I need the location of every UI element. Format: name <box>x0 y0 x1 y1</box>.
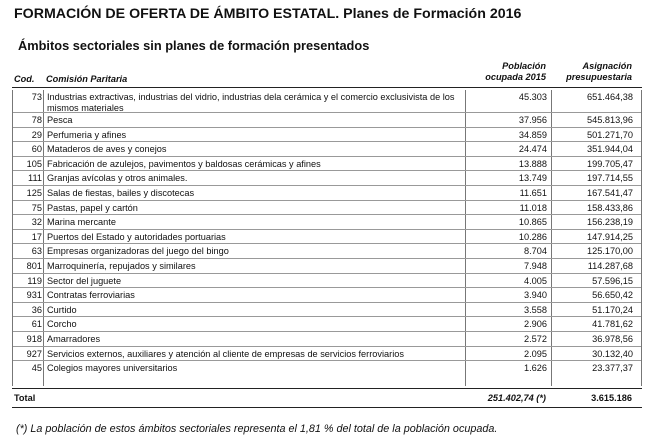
data-table <box>12 90 642 386</box>
header-asignacion-line1: Asignación <box>582 61 632 71</box>
row-cod: 105 <box>26 158 42 169</box>
row-cod: 931 <box>26 290 42 301</box>
row-cod: 125 <box>26 187 42 198</box>
row-comision: Marroquinería, repujados y similares <box>47 260 196 271</box>
row-asignacion: 545.813,96 <box>587 115 633 125</box>
row-cod: 17 <box>31 231 42 242</box>
total-asignacion: 3.615.186 <box>591 393 632 403</box>
row-asignacion: 199.705,47 <box>587 158 633 169</box>
row-cod: 75 <box>31 202 42 213</box>
table-row <box>13 90 641 113</box>
row-comision: Marina mercante <box>47 217 116 228</box>
row-comision: Pastas, papel y cartón <box>47 202 138 213</box>
row-comision: Industrias extractivas, industrias del vidrio, industrias dela cerámica y el comercio exclusivista de los mismos materiales <box>47 92 455 113</box>
row-asignacion: 158.433,86 <box>587 202 633 213</box>
row-comision: Corcho <box>47 319 77 330</box>
footnote: (*) La población de estos ámbitos sectoriales representa el 1,81 % del total de la población ocupada. <box>16 423 498 435</box>
row-poblacion: 3.558 <box>524 304 547 315</box>
row-poblacion: 2.572 <box>524 333 547 344</box>
table-row <box>13 171 641 186</box>
table-row <box>13 186 641 201</box>
row-asignacion: 197.714,55 <box>587 173 633 184</box>
header-cod: Cod. <box>14 74 35 84</box>
row-cod: 36 <box>31 304 42 315</box>
table-row <box>13 201 641 216</box>
table-row <box>13 128 641 143</box>
total-label: Total <box>14 393 36 403</box>
row-asignacion: 156.238,19 <box>587 217 633 228</box>
table-row <box>13 244 641 259</box>
row-asignacion: 56.650,42 <box>592 290 633 301</box>
row-cod: 111 <box>28 173 42 184</box>
row-comision: Empresas organizadoras del juego del bingo <box>47 246 229 257</box>
table-subtitle: Ámbitos sectoriales sin planes de formación presentados <box>18 38 370 53</box>
row-poblacion: 11.651 <box>519 187 547 198</box>
row-asignacion: 167.541,47 <box>587 187 633 198</box>
row-asignacion: 51.170,24 <box>592 304 633 315</box>
row-cod: 29 <box>31 129 42 140</box>
row-asignacion: 125.170,00 <box>587 246 633 257</box>
row-asignacion: 30.132,40 <box>592 348 633 359</box>
table-row <box>13 157 641 172</box>
row-cod: 801 <box>26 260 42 271</box>
row-asignacion: 114.287,68 <box>587 260 633 271</box>
row-poblacion: 2.906 <box>524 319 547 330</box>
row-comision: Puertos del Estado y autoridades portuarias <box>47 231 226 242</box>
header-poblacion-line2: ocupada 2015 <box>485 72 546 82</box>
table-row <box>13 303 641 318</box>
row-cod: 61 <box>31 319 42 330</box>
header-poblacion <box>460 61 546 83</box>
row-asignacion: 351.944,04 <box>587 144 633 155</box>
row-poblacion: 45.303 <box>518 92 547 102</box>
row-comision: Salas de fiestas, bailes y discotecas <box>47 187 195 198</box>
row-asignacion: 23.377,37 <box>592 363 633 374</box>
row-poblacion: 1.626 <box>524 363 547 374</box>
row-comision: Servicios externos, auxiliares y atención al cliente de empresas de servicios ferroviarios <box>47 348 404 359</box>
row-comision: Granjas avícolas y otros animales. <box>47 173 188 184</box>
row-poblacion: 13.888 <box>518 158 547 169</box>
total-poblacion: 251.402,74 (*) <box>487 393 546 403</box>
table-row <box>13 361 641 376</box>
row-cod: 119 <box>27 275 42 286</box>
row-comision: Fabricación de azulejos, pavimentos y baldosas cerámicas y afines <box>47 158 321 169</box>
row-asignacion: 41.781,62 <box>592 319 633 330</box>
row-poblacion: 10.286 <box>518 231 547 242</box>
row-comision: Perfumeria y afines <box>47 129 127 140</box>
row-poblacion: 34.859 <box>518 129 547 140</box>
row-asignacion: 501.271,70 <box>587 129 633 140</box>
row-comision: Colegios mayores universitarios <box>47 363 178 374</box>
row-poblacion: 7.948 <box>524 260 547 271</box>
table-row <box>13 288 641 303</box>
row-poblacion: 37.956 <box>518 115 547 125</box>
row-poblacion: 3.940 <box>524 290 547 301</box>
row-cod: 73 <box>31 92 42 102</box>
row-comision: Amarradores <box>47 333 101 344</box>
table-body <box>13 90 641 376</box>
table-row <box>13 274 641 289</box>
table-row <box>13 113 641 128</box>
row-asignacion: 147.914,25 <box>587 231 633 242</box>
row-comision: Contratas ferroviarias <box>47 290 135 301</box>
table-row <box>13 215 641 230</box>
row-asignacion: 651.464,38 <box>587 92 633 102</box>
row-comision: Mataderos de aves y conejos <box>47 144 167 155</box>
table-row <box>13 332 641 347</box>
header-asignacion <box>548 61 632 83</box>
table-row <box>13 230 641 245</box>
row-asignacion: 57.596,15 <box>592 275 633 286</box>
row-poblacion: 4.005 <box>524 275 547 286</box>
row-cod: 78 <box>31 115 42 125</box>
table-row <box>13 317 641 332</box>
row-poblacion: 8.704 <box>524 246 547 257</box>
row-comision: Sector del juguete <box>47 275 122 286</box>
row-asignacion: 36.978,56 <box>592 333 633 344</box>
table-row <box>13 347 641 362</box>
header-comision: Comisión Paritaria <box>46 74 128 84</box>
table-row <box>13 142 641 157</box>
row-poblacion: 10.865 <box>518 217 547 228</box>
row-poblacion: 2.095 <box>524 348 547 359</box>
total-rule-top <box>12 388 642 389</box>
row-cod: 918 <box>26 333 42 344</box>
table-row <box>13 259 641 274</box>
row-comision: Pesca <box>47 115 73 125</box>
row-poblacion: 13.749 <box>518 173 547 184</box>
row-poblacion: 24.474 <box>518 144 547 155</box>
row-cod: 60 <box>31 144 42 155</box>
row-cod: 927 <box>26 348 42 359</box>
row-poblacion: 11.018 <box>519 202 547 213</box>
header-rule <box>12 87 642 88</box>
total-rule-bottom <box>12 407 642 408</box>
header-poblacion-line1: Población <box>502 61 546 71</box>
row-cod: 32 <box>31 217 42 228</box>
row-comision: Curtido <box>47 304 77 315</box>
header-asignacion-line2: presupuestaria <box>566 72 632 82</box>
document-title: FORMACIÓN DE OFERTA DE ÁMBITO ESTATAL. Planes de Formación 2016 <box>14 6 522 22</box>
row-cod: 63 <box>31 246 42 257</box>
row-cod: 45 <box>31 363 42 374</box>
